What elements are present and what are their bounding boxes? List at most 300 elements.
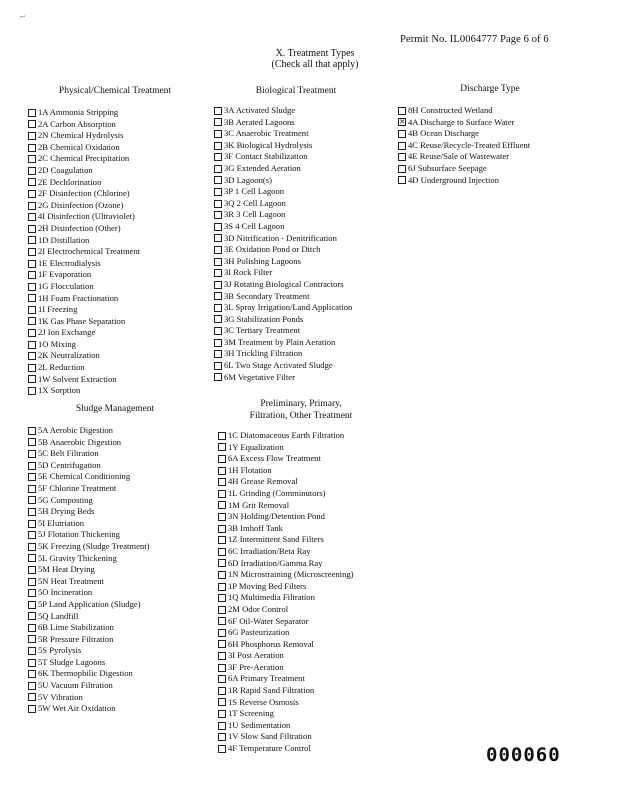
item-label: 1A Ammonia Stripping: [38, 107, 119, 117]
item-label: 2B Chemical Oxidation: [38, 141, 120, 152]
sludge-item[interactable]: [28, 611, 149, 623]
checkbox[interactable]: [218, 467, 226, 475]
item-label: 6M Vegetative Filter: [224, 371, 295, 382]
checkbox[interactable]: [218, 548, 226, 556]
checkbox[interactable]: [218, 664, 226, 672]
item-label: 1M Grit Removal: [228, 499, 290, 510]
checkbox[interactable]: [214, 246, 222, 254]
physical-item[interactable]: [28, 281, 140, 293]
preliminary-item[interactable]: [218, 546, 354, 558]
item-label: 2D Coagulation: [38, 164, 93, 175]
checkbox[interactable]: [28, 670, 36, 678]
item-label: 2F Disinfection (Chlorine): [38, 188, 130, 199]
checkbox[interactable]: [398, 130, 406, 138]
checkbox[interactable]: [218, 652, 226, 660]
sludge-item[interactable]: [28, 471, 149, 483]
preliminary-item[interactable]: [218, 673, 354, 685]
item-label: 1K Gas Phase Separation: [38, 315, 126, 326]
sludge-item[interactable]: [28, 703, 149, 715]
sludge-item[interactable]: [28, 460, 149, 472]
item-label: 1R Rapid Sand Filtration: [228, 685, 315, 696]
biological-item[interactable]: [214, 163, 352, 175]
checkbox[interactable]: [28, 202, 36, 210]
preliminary-item[interactable]: [218, 627, 354, 639]
item-label: 2M Odor Control: [228, 603, 289, 614]
item-label: 4B Ocean Discharge: [408, 128, 479, 139]
item-label: 1V Slow Sand Filtration: [228, 731, 312, 742]
preliminary-item[interactable]: [218, 639, 354, 651]
checkbox[interactable]: [28, 144, 36, 152]
item-label: 5A Aerobic Digestion: [38, 425, 113, 435]
preliminary-list: [218, 430, 354, 755]
item-label: 6L Two Stage Activated Sludge: [224, 360, 333, 371]
sludge-item[interactable]: [28, 668, 149, 680]
checkbox[interactable]: [28, 190, 36, 198]
checkbox[interactable]: [398, 107, 406, 115]
checkbox[interactable]: [28, 387, 36, 395]
permit-number: Permit No. IL0064777 Page 6 of 6: [400, 34, 549, 45]
item-label: 1C Diatomaceous Earth Filtration: [228, 430, 345, 440]
preliminary-item[interactable]: [218, 442, 354, 454]
item-label: 5C Belt Filtration: [38, 448, 99, 459]
checkbox[interactable]: [28, 531, 36, 539]
item-label: 1W Solvent Extraction: [38, 373, 117, 384]
checkbox[interactable]: [214, 223, 222, 231]
checkbox[interactable]: [28, 329, 36, 337]
preliminary-item[interactable]: [218, 604, 354, 616]
item-label: 5S Pyrolysis: [38, 645, 82, 656]
checkbox[interactable]: [218, 710, 226, 718]
sludge-item[interactable]: [28, 576, 149, 588]
preliminary-heading: [216, 398, 386, 422]
checkbox[interactable]: [218, 525, 226, 533]
biological-item[interactable]: [214, 302, 352, 314]
item-label: 3H Trickling Filtration: [224, 348, 303, 359]
item-label: 5K Freezing (Sludge Treatment): [38, 540, 150, 551]
preliminary-item[interactable]: [218, 569, 354, 581]
item-label: 1S Reverse Osmosis: [228, 696, 299, 707]
biological-item[interactable]: [214, 140, 352, 152]
item-label: 3R 3 Cell Lagoon: [224, 209, 286, 220]
checkbox[interactable]: [28, 462, 36, 470]
checkbox[interactable]: [28, 109, 36, 117]
checkbox[interactable]: [214, 350, 222, 358]
preliminary-item[interactable]: [218, 731, 354, 743]
sludge-heading: Sludge Management: [75, 404, 155, 414]
checkbox[interactable]: [214, 176, 222, 184]
checkbox[interactable]: [398, 142, 406, 150]
checkbox[interactable]: [28, 438, 36, 446]
sludge-item[interactable]: [28, 599, 149, 611]
biological-list: [214, 105, 352, 383]
checkbox[interactable]: [214, 234, 222, 242]
preliminary-item[interactable]: [218, 511, 354, 523]
item-label: 3G Extended Aeration: [224, 162, 301, 173]
item-label: 1O Mixing: [38, 338, 76, 349]
checkbox[interactable]: [214, 327, 222, 335]
checkbox[interactable]: [28, 589, 36, 597]
sludge-item[interactable]: [28, 506, 149, 518]
preliminary-item[interactable]: [218, 488, 354, 500]
sludge-item[interactable]: [28, 529, 149, 541]
checkbox[interactable]: [28, 283, 36, 291]
preliminary-item[interactable]: [218, 720, 354, 732]
physical-item[interactable]: [28, 327, 140, 339]
item-label: 6A Primary Treatment: [228, 673, 305, 684]
checkbox[interactable]: [214, 142, 222, 150]
physical-item[interactable]: [28, 130, 140, 142]
physical-item[interactable]: [28, 350, 140, 362]
item-label: 6F Oil-Water Separator: [228, 615, 309, 626]
preliminary-item[interactable]: [218, 523, 354, 535]
physical-item[interactable]: [28, 374, 140, 386]
item-label: 6G Pasteurization: [228, 627, 290, 638]
item-label: 3F Pre-Aeration: [228, 661, 284, 672]
sludge-item[interactable]: [28, 587, 149, 599]
item-label: 6J Subsurface Seepage: [408, 162, 487, 173]
preliminary-heading-line1: Preliminary, Primary,: [260, 399, 342, 409]
checkbox[interactable]: [28, 508, 36, 516]
biological-item[interactable]: [214, 279, 352, 291]
checkbox[interactable]: [218, 501, 226, 509]
biological-item[interactable]: [214, 360, 352, 372]
item-label: 3A Activated Sludge: [224, 105, 296, 115]
checkbox[interactable]: [218, 745, 226, 753]
item-label: 4F Temperature Control: [228, 743, 311, 754]
physical-item[interactable]: [28, 107, 140, 119]
discharge-item[interactable]: [398, 128, 530, 140]
checkbox[interactable]: [28, 635, 36, 643]
item-label: 5L Gravity Thickening: [38, 552, 117, 563]
item-label: 5M Heat Drying: [38, 564, 95, 575]
sludge-item[interactable]: [28, 692, 149, 704]
sludge-item[interactable]: [28, 680, 149, 692]
checkbox[interactable]: [214, 165, 222, 173]
checkbox[interactable]: [218, 490, 226, 498]
item-label: 5D Centrifugation: [38, 459, 101, 470]
checkbox[interactable]: [398, 165, 406, 173]
physical-item[interactable]: [28, 153, 140, 165]
physical-list: [28, 107, 140, 397]
checkbox[interactable]: [398, 176, 406, 184]
checkbox[interactable]: [28, 682, 36, 690]
item-label: 1F Evaporation: [38, 269, 92, 280]
checkbox[interactable]: [218, 698, 226, 706]
checkbox[interactable]: [218, 606, 226, 614]
biological-heading: Biological Treatment: [255, 86, 337, 96]
checkbox[interactable]: [28, 659, 36, 667]
checkbox[interactable]: [218, 559, 226, 567]
biological-item[interactable]: [214, 105, 352, 117]
preliminary-item[interactable]: [218, 662, 354, 674]
margin-scribble: ~: [18, 11, 27, 24]
item-label: 2H Disinfection (Other): [38, 222, 121, 233]
checkbox[interactable]: [28, 213, 36, 221]
checkbox[interactable]: [28, 248, 36, 256]
preliminary-item[interactable]: [218, 616, 354, 628]
discharge-list: [398, 105, 530, 186]
checkbox[interactable]: [28, 341, 36, 349]
item-label: 4H Grease Removal: [228, 476, 298, 487]
item-label: 1U Sedimentation: [228, 719, 291, 730]
item-label: 5B Anaerobic Digestion: [38, 436, 122, 447]
preliminary-item[interactable]: [218, 708, 354, 720]
biological-item[interactable]: [214, 233, 352, 245]
checkbox[interactable]: [218, 629, 226, 637]
checkbox[interactable]: [218, 675, 226, 683]
preliminary-item[interactable]: [218, 743, 354, 755]
sludge-item[interactable]: [28, 622, 149, 634]
sludge-item[interactable]: [28, 564, 149, 576]
preliminary-item[interactable]: [218, 430, 354, 442]
item-label: 1Q Multimedia Filtration: [228, 592, 315, 603]
preliminary-item[interactable]: [218, 650, 354, 662]
biological-item[interactable]: [214, 209, 352, 221]
item-label: 2L Reduction: [38, 362, 85, 373]
item-label: 3C Anaerobic Treatment: [224, 128, 309, 139]
sludge-item[interactable]: [28, 657, 149, 669]
checkbox[interactable]: [214, 362, 222, 370]
item-label: 5E Chemical Conditioning: [38, 471, 131, 482]
discharge-item[interactable]: [398, 151, 530, 163]
checkbox[interactable]: [214, 292, 222, 300]
item-label: 1N Microstraining (Microscreening): [228, 569, 354, 580]
checkbox[interactable]: [218, 571, 226, 579]
checkbox[interactable]: [214, 107, 222, 115]
checkbox[interactable]: [28, 554, 36, 562]
item-label: 6B Lime Stabilization: [38, 622, 114, 633]
checkbox[interactable]: [28, 566, 36, 574]
checkbox[interactable]: ✕: [399, 118, 405, 127]
checkbox[interactable]: [28, 624, 36, 632]
checkbox[interactable]: [28, 601, 36, 609]
checkbox[interactable]: [28, 705, 36, 713]
item-label: 1X Sorption: [38, 385, 81, 396]
biological-item[interactable]: [214, 267, 352, 279]
checkbox[interactable]: [28, 578, 36, 586]
checkbox[interactable]: [28, 496, 36, 504]
checkbox[interactable]: [214, 211, 222, 219]
section-title: [200, 48, 430, 70]
preliminary-item[interactable]: [218, 558, 354, 570]
biological-item[interactable]: [214, 244, 352, 256]
item-label: 2C Chemical Precipitation: [38, 153, 130, 164]
item-label: 5U Vacuum Filtration: [38, 680, 113, 691]
physical-item[interactable]: [28, 142, 140, 154]
item-label: 3D Nitrification - Denitrification: [224, 232, 337, 243]
checkbox[interactable]: [214, 373, 222, 381]
checkbox[interactable]: [28, 427, 36, 435]
physical-item[interactable]: [28, 177, 140, 189]
physical-item[interactable]: [28, 269, 140, 281]
checkbox[interactable]: [214, 304, 222, 312]
item-label: 5P Land Application (Sludge): [38, 598, 141, 609]
checkbox[interactable]: [214, 200, 222, 208]
physical-item[interactable]: [28, 258, 140, 270]
preliminary-item[interactable]: [218, 465, 354, 477]
checkbox[interactable]: [218, 432, 226, 440]
biological-item[interactable]: [214, 314, 352, 326]
discharge-item[interactable]: [398, 163, 530, 175]
item-label: 3J Rotating Biological Contractors: [224, 278, 344, 289]
checkbox[interactable]: [28, 225, 36, 233]
sludge-item[interactable]: [28, 495, 149, 507]
item-label: 1D Distillation: [38, 234, 90, 245]
physical-item[interactable]: [28, 362, 140, 374]
sludge-item[interactable]: [28, 483, 149, 495]
checkbox[interactable]: [214, 118, 222, 126]
sludge-item[interactable]: [28, 645, 149, 657]
item-label: 6C Irradiation/Beta Ray: [228, 545, 311, 556]
physical-item[interactable]: [28, 304, 140, 316]
checkbox[interactable]: [218, 455, 226, 463]
biological-item[interactable]: [214, 186, 352, 198]
checkbox[interactable]: [214, 281, 222, 289]
checkbox[interactable]: [28, 375, 36, 383]
checkbox[interactable]: [28, 155, 36, 163]
discharge-item[interactable]: [398, 175, 530, 187]
biological-item[interactable]: [214, 175, 352, 187]
checkbox[interactable]: [28, 294, 36, 302]
checkbox[interactable]: [28, 178, 36, 186]
preliminary-item[interactable]: [218, 697, 354, 709]
checkbox[interactable]: [218, 722, 226, 730]
biological-item[interactable]: [214, 348, 352, 360]
checkbox[interactable]: [398, 153, 406, 161]
checkbox[interactable]: [28, 612, 36, 620]
physical-item[interactable]: [28, 188, 140, 200]
preliminary-heading-line2: Filtration, Other Treatment: [249, 411, 353, 421]
checkbox[interactable]: [218, 640, 226, 648]
item-label: 5N Heat Treatment: [38, 575, 104, 586]
checkbox[interactable]: [218, 733, 226, 741]
biological-item[interactable]: [214, 198, 352, 210]
item-label: 2K Neutralization: [38, 350, 100, 361]
checkbox[interactable]: [214, 130, 222, 138]
preliminary-item[interactable]: [218, 453, 354, 465]
biological-item[interactable]: [214, 151, 352, 163]
checkbox[interactable]: [218, 687, 226, 695]
checkbox[interactable]: [28, 260, 36, 268]
physical-item[interactable]: [28, 200, 140, 212]
item-label: 4A Discharge to Surface Water: [408, 116, 515, 127]
checkbox[interactable]: [28, 120, 36, 128]
item-label: 5O Incineration: [38, 587, 93, 598]
checkbox[interactable]: [214, 188, 222, 196]
sludge-item[interactable]: [28, 518, 149, 530]
biological-item[interactable]: [214, 256, 352, 268]
sludge-item[interactable]: [28, 541, 149, 553]
checkbox[interactable]: [28, 132, 36, 140]
biological-item[interactable]: [214, 221, 352, 233]
sludge-item[interactable]: [28, 425, 149, 437]
checkbox[interactable]: [28, 473, 36, 481]
checkbox[interactable]: [28, 352, 36, 360]
preliminary-item[interactable]: [218, 581, 354, 593]
item-label: 3D Lagoon(s): [224, 174, 272, 185]
checkbox[interactable]: [218, 443, 226, 451]
item-label: 3C Tertiary Treatment: [224, 325, 301, 336]
checkbox[interactable]: [214, 339, 222, 347]
preliminary-item[interactable]: [218, 534, 354, 546]
discharge-item[interactable]: [398, 140, 530, 152]
preliminary-item[interactable]: [218, 500, 354, 512]
biological-item[interactable]: [214, 117, 352, 129]
physical-item[interactable]: [28, 119, 140, 131]
checkbox[interactable]: [214, 153, 222, 161]
physical-item[interactable]: [28, 211, 140, 223]
physical-item[interactable]: [28, 339, 140, 351]
checkbox[interactable]: [28, 693, 36, 701]
physical-item[interactable]: [28, 316, 140, 328]
checkbox[interactable]: [218, 536, 226, 544]
checkbox[interactable]: [28, 167, 36, 175]
biological-item[interactable]: [214, 372, 352, 384]
physical-item[interactable]: [28, 165, 140, 177]
checkbox[interactable]: [28, 647, 36, 655]
item-label: 2E Dechlorination: [38, 176, 102, 187]
physical-item[interactable]: [28, 293, 140, 305]
item-label: 4C Reuse/Recycle-Treated Effluent: [408, 139, 531, 150]
checkbox[interactable]: [28, 306, 36, 314]
physical-item[interactable]: [28, 235, 140, 247]
discharge-item[interactable]: [398, 105, 530, 117]
discharge-item[interactable]: [398, 117, 530, 129]
checkbox[interactable]: [214, 315, 222, 323]
biological-item[interactable]: [214, 291, 352, 303]
item-label: 1P Moving Bed Filters: [228, 580, 307, 591]
checkbox[interactable]: [28, 520, 36, 528]
checkbox[interactable]: [28, 450, 36, 458]
preliminary-item[interactable]: [218, 685, 354, 697]
item-label: 3E Oxidation Pond or Ditch: [224, 244, 321, 255]
checkbox[interactable]: [218, 478, 226, 486]
preliminary-item[interactable]: [218, 476, 354, 488]
item-label: 6D Irradiation/Gamma Ray: [228, 557, 323, 568]
checkbox[interactable]: [28, 317, 36, 325]
checkbox[interactable]: [28, 364, 36, 372]
checkbox[interactable]: [214, 258, 222, 266]
item-label: 3I Rock Filter: [224, 267, 273, 278]
preliminary-item[interactable]: [218, 592, 354, 604]
checkbox[interactable]: [28, 236, 36, 244]
discharge-heading: Discharge Type: [460, 84, 520, 94]
checkbox[interactable]: [218, 513, 226, 521]
physical-heading: Physical/Chemical Treatment: [58, 86, 172, 96]
physical-item[interactable]: [28, 223, 140, 235]
checkbox[interactable]: [218, 583, 226, 591]
item-label: 3L Spray Irrigation/Land Application: [224, 302, 353, 313]
biological-item[interactable]: [214, 128, 352, 140]
item-label: 1H Foam Fractionation: [38, 292, 119, 303]
checkbox[interactable]: [218, 617, 226, 625]
checkbox[interactable]: [214, 269, 222, 277]
sludge-item[interactable]: [28, 553, 149, 565]
checkbox[interactable]: [28, 485, 36, 493]
bates-stamp: 000060: [486, 744, 561, 766]
biological-item[interactable]: [214, 325, 352, 337]
item-label: 3N Holding/Detention Pond: [228, 511, 325, 522]
physical-item[interactable]: [28, 385, 140, 397]
checkbox[interactable]: [28, 543, 36, 551]
biological-item[interactable]: [214, 337, 352, 349]
sludge-item[interactable]: [28, 437, 149, 449]
physical-item[interactable]: [28, 246, 140, 258]
sludge-item[interactable]: [28, 448, 149, 460]
checkbox[interactable]: [28, 271, 36, 279]
checkbox[interactable]: [218, 594, 226, 602]
sludge-item[interactable]: [28, 634, 149, 646]
